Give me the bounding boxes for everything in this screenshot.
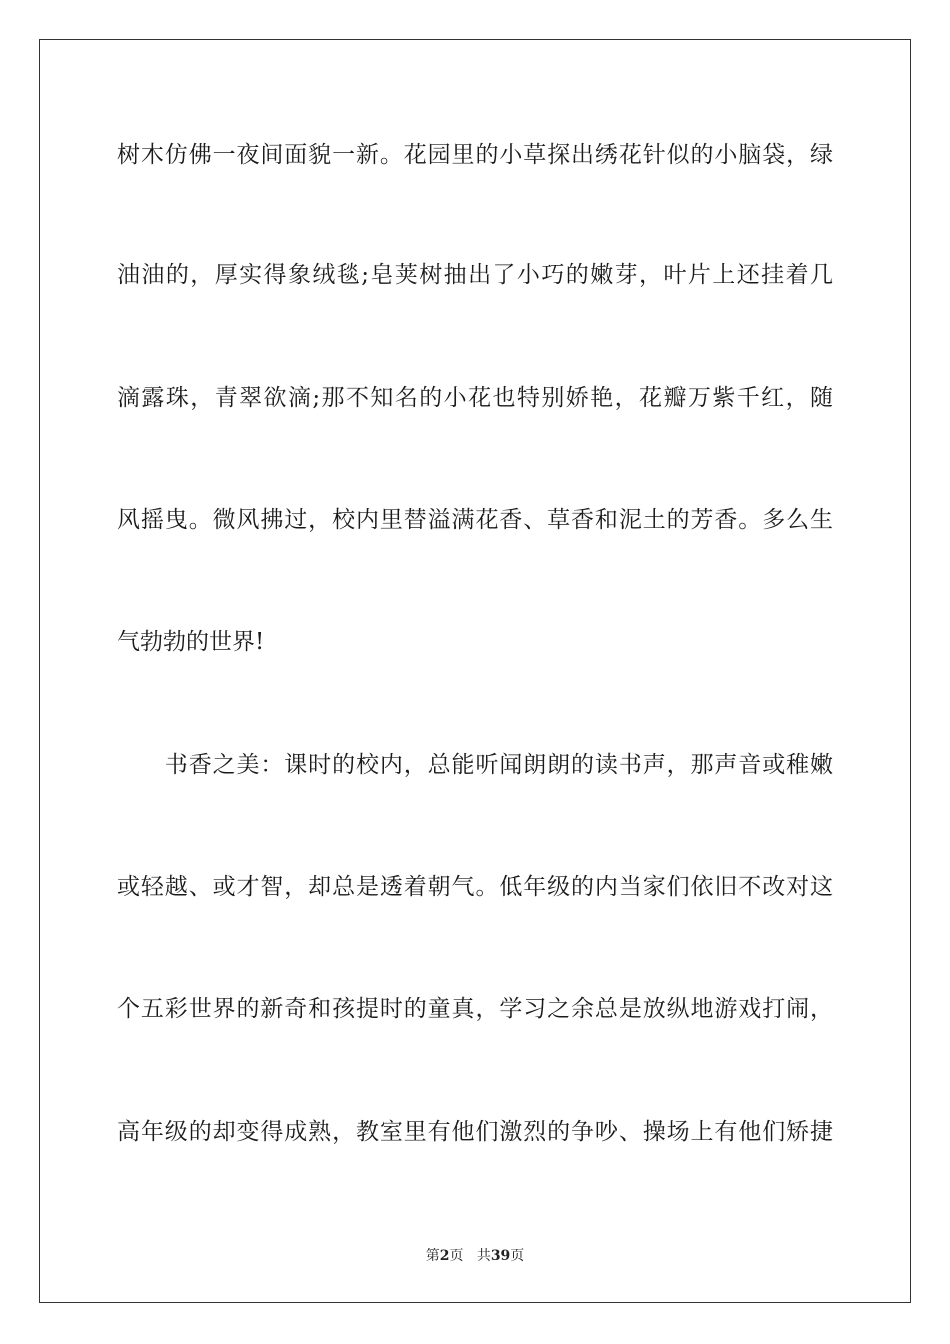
page-footer: [0, 1247, 950, 1265]
page-border: [39, 39, 911, 1303]
footer-total-prefix: 共: [476, 1248, 491, 1264]
paragraph-line-9: 高年级的却变得成熟，教室里有他们激烈的争吵、操场上有他们矫捷: [117, 1119, 833, 1145]
paragraph-line-6: 书香之美：课时的校内，总能听闻朗朗的读书声，那声音或稚嫩: [117, 752, 833, 778]
paragraph-line-5: 气勃勃的世界!: [117, 629, 265, 655]
paragraph-line-3: 滴露珠，青翠欲滴;那不知名的小花也特别娇艳，花瓣万紫千红，随: [117, 385, 833, 411]
paragraph-line-7: 或轻越、或才智，却总是透着朝气。低年级的内当家们依旧不改对这: [117, 874, 833, 900]
footer-page-prefix: 第: [425, 1248, 440, 1264]
paragraph-line-1: 树木仿佛一夜间面貌一新。花园里的小草探出绣花针似的小脑袋，绿: [117, 142, 833, 168]
footer-page-number: 2: [439, 1248, 450, 1264]
footer-total-pages: 39: [490, 1248, 511, 1264]
paragraph-line-2: 油油的，厚实得象绒毯;皂荚树抽出了小巧的嫩芽，叶片上还挂着几: [117, 262, 833, 288]
footer-total-suffix: 页: [510, 1248, 525, 1264]
paragraph-line-8: 个五彩世界的新奇和孩提时的童真，学习之余总是放纵地游戏打闹，: [117, 996, 833, 1022]
footer-page-suffix: 页: [449, 1248, 464, 1264]
paragraph-line-4: 风摇曳。微风拂过，校内里替溢满花香、草香和泥土的芳香。多么生: [117, 507, 833, 533]
